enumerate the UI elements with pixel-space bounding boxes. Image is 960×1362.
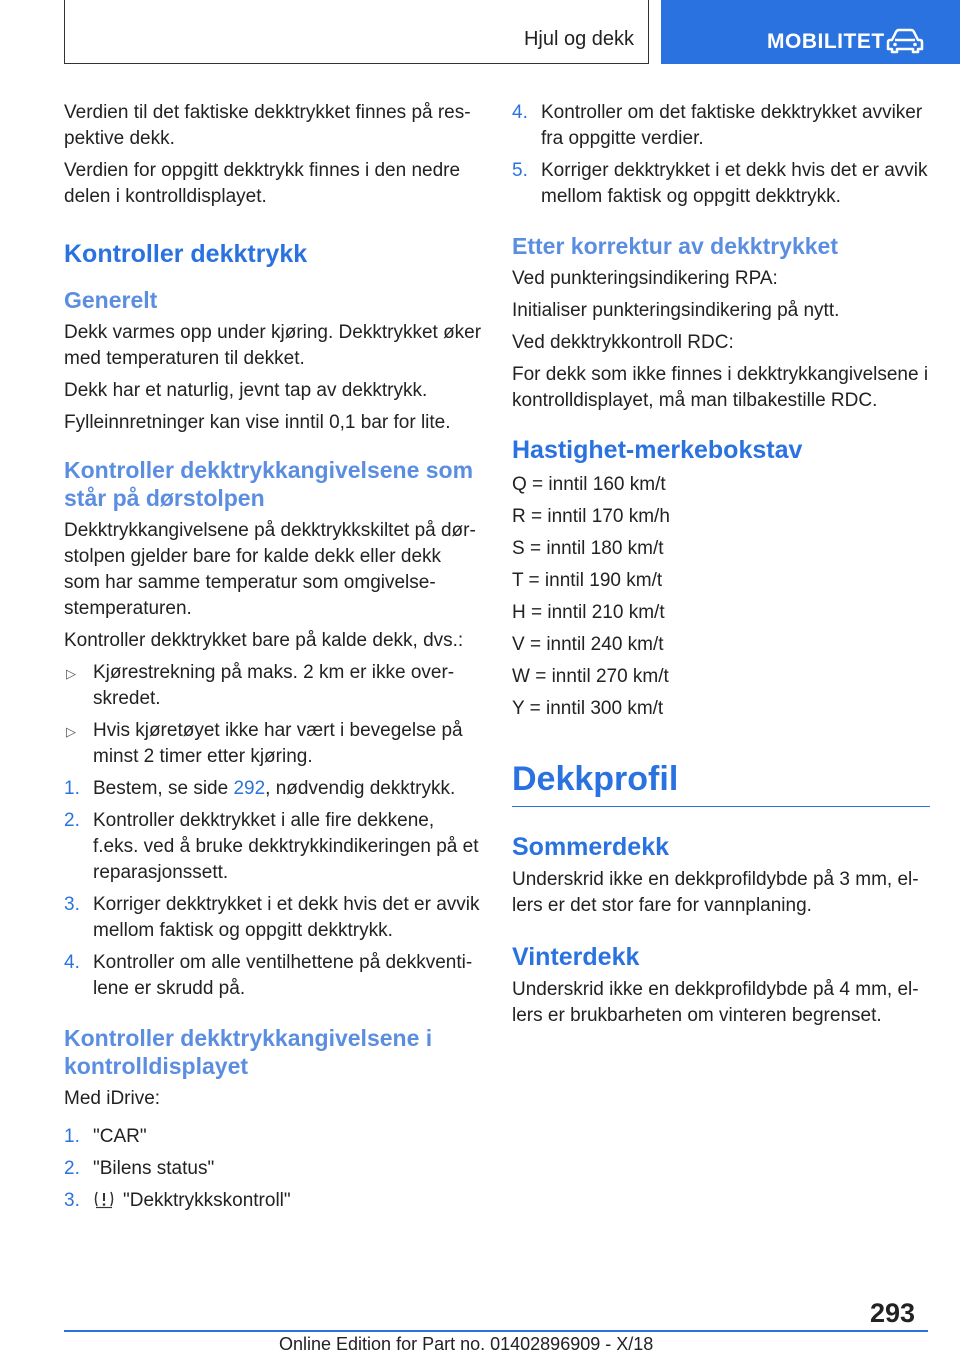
right-column — [512, 100, 930, 1035]
list-item: 5. Korriger dekktrykket i et dekk hvis det er avvik mellom faktisk og oppgitt dekktrykk. — [512, 160, 928, 207]
left-column — [64, 100, 482, 1220]
page-link[interactable]: 292 — [233, 778, 266, 799]
heading-check-tire-pressure: Kontroller dekktrykk — [64, 240, 308, 268]
paragraph: Fylleinnretninger kan vise inntil 0,1 bar for lite. — [64, 412, 451, 433]
list-item: 4. Kontroller om alle ventilhettene på dekkventi-lene er skrudd på. — [64, 952, 473, 999]
footer-divider — [64, 1330, 928, 1332]
step-number: 3. — [64, 1190, 80, 1211]
heading-door-pillar: Kontroller dekktrykkangivelsene som står på dørstolpen — [64, 457, 474, 511]
speed-rating: T = inntil 190 km/t — [512, 570, 663, 591]
speed-rating: W = inntil 270 km/t — [512, 666, 669, 687]
heading-after-correction: Etter korrektur av dekktrykket — [512, 233, 838, 259]
list-item: 1. Bestem, se side 292, nødvendig dekktrykk. — [64, 776, 482, 802]
paragraph: Underskrid ikke en dekkprofildybde på 3 mm, el-lers er det stor fare for vannplaning. — [512, 869, 919, 916]
list-item: 1. "CAR" — [64, 1124, 482, 1150]
paragraph: Verdien til det faktiske dekktrykket finnes på res-pektive dekk. — [64, 102, 471, 149]
heading-general: Generelt — [64, 287, 158, 313]
section-title: Hjul og dekk — [523, 28, 634, 50]
paragraph: Dekktrykkangivelsene på dekktrykkskiltet på dør-stolpen gjelder bare for kalde dekk eller dekk som har samme temperatur som omgivelse-stemperaturen. — [64, 520, 476, 619]
paragraph: Kontroller dekktrykket bare på kalde dekk, dvs.: — [64, 630, 464, 651]
heading-control-display: Kontroller dekktrykkangivelsene i kontrolldisplayet — [64, 1025, 433, 1079]
heading-tread-profile: Dekkprofil — [512, 760, 930, 807]
heading-speed-rating: Hastighet-merkebokstav — [512, 436, 803, 464]
step-number: 1. — [64, 1126, 80, 1147]
triangle-bullet-icon: ▷ — [66, 666, 76, 681]
paragraph: Initialiser punkteringsindikering på nytt. — [512, 300, 840, 321]
step-number: 2. — [64, 810, 80, 831]
paragraph: Dekk har et naturlig, jevnt tap av dekktrykk. — [64, 380, 428, 401]
paragraph: Dekk varmes opp under kjøring. Dekktrykket øker med temperaturen til dekket. — [64, 322, 482, 369]
numbered-list — [512, 100, 930, 210]
paragraph: Ved punkteringsindikering RPA: — [512, 268, 778, 289]
list-item: 2. Kontroller dekktrykket i alle fire dekkene, f.eks. ved å bruke dekktrykkindikeringen på et reparasjonssett. — [64, 810, 479, 883]
triangle-bullet-icon: ▷ — [66, 724, 76, 739]
list-item: ▷ Hvis kjøretøyet ikke har vært i bevegelse på minst 2 timer etter kjøring. — [66, 720, 463, 767]
step-number: 3. — [64, 894, 80, 915]
chapter-tab — [661, 0, 960, 64]
list-item: 3. "Dekktrykkskontroll" — [64, 1188, 482, 1214]
chapter-title: MOBILITET — [767, 30, 885, 53]
list-item: 4. Kontroller om det faktiske dekktrykket avviker fra oppgitte verdier. — [512, 102, 923, 149]
speed-rating: R = inntil 170 km/h — [512, 506, 670, 527]
step-number: 2. — [64, 1158, 80, 1179]
list-item: 3. Korriger dekktrykket i et dekk hvis det er avvik mellom faktisk og oppgitt dekktrykk. — [64, 894, 480, 941]
menu-path-list — [64, 1124, 482, 1214]
step-number: 4. — [64, 952, 80, 973]
numbered-list — [64, 776, 482, 1002]
tire-warning-icon — [93, 1189, 115, 1209]
step-number: 5. — [512, 160, 528, 181]
heading-summer-tires: Sommerdekk — [512, 833, 670, 861]
speed-rating: H = inntil 210 km/t — [512, 602, 665, 623]
speed-rating: S = inntil 180 km/t — [512, 538, 664, 559]
car-icon — [886, 28, 924, 54]
paragraph: Med iDrive: — [64, 1088, 161, 1109]
step-number: 4. — [512, 102, 528, 123]
paragraph: For dekk som ikke finnes i dekktrykkangivelsene i kontrolldisplayet, må man tilbakestille RDC. — [512, 364, 929, 411]
bullet-list — [64, 660, 482, 770]
speed-rating: V = inntil 240 km/t — [512, 634, 664, 655]
list-item: 2. "Bilens status" — [64, 1156, 482, 1182]
list-item: ▷ Kjørestrekning på maks. 2 km er ikke over-skredet. — [66, 662, 455, 709]
speed-rating-list — [512, 472, 930, 722]
edition-footer: Online Edition for Part no. 01402896909 - X/18 — [279, 1334, 654, 1354]
speed-rating: Y = inntil 300 km/t — [512, 698, 664, 719]
paragraph: Ved dekktrykkontroll RDC: — [512, 332, 734, 353]
header-section-box — [64, 0, 649, 64]
heading-winter-tires: Vinterdekk — [512, 943, 640, 971]
page-number: 293 — [870, 1298, 916, 1328]
paragraph: Underskrid ikke en dekkprofildybde på 4 mm, el-lers er brukbarheten om vinteren begrenset. — [512, 979, 919, 1026]
speed-rating: Q = inntil 160 km/t — [512, 474, 666, 495]
paragraph: Verdien for oppgitt dekktrykk finnes i den nedre delen i kontrolldisplayet. — [64, 160, 461, 207]
step-number: 1. — [64, 778, 80, 799]
